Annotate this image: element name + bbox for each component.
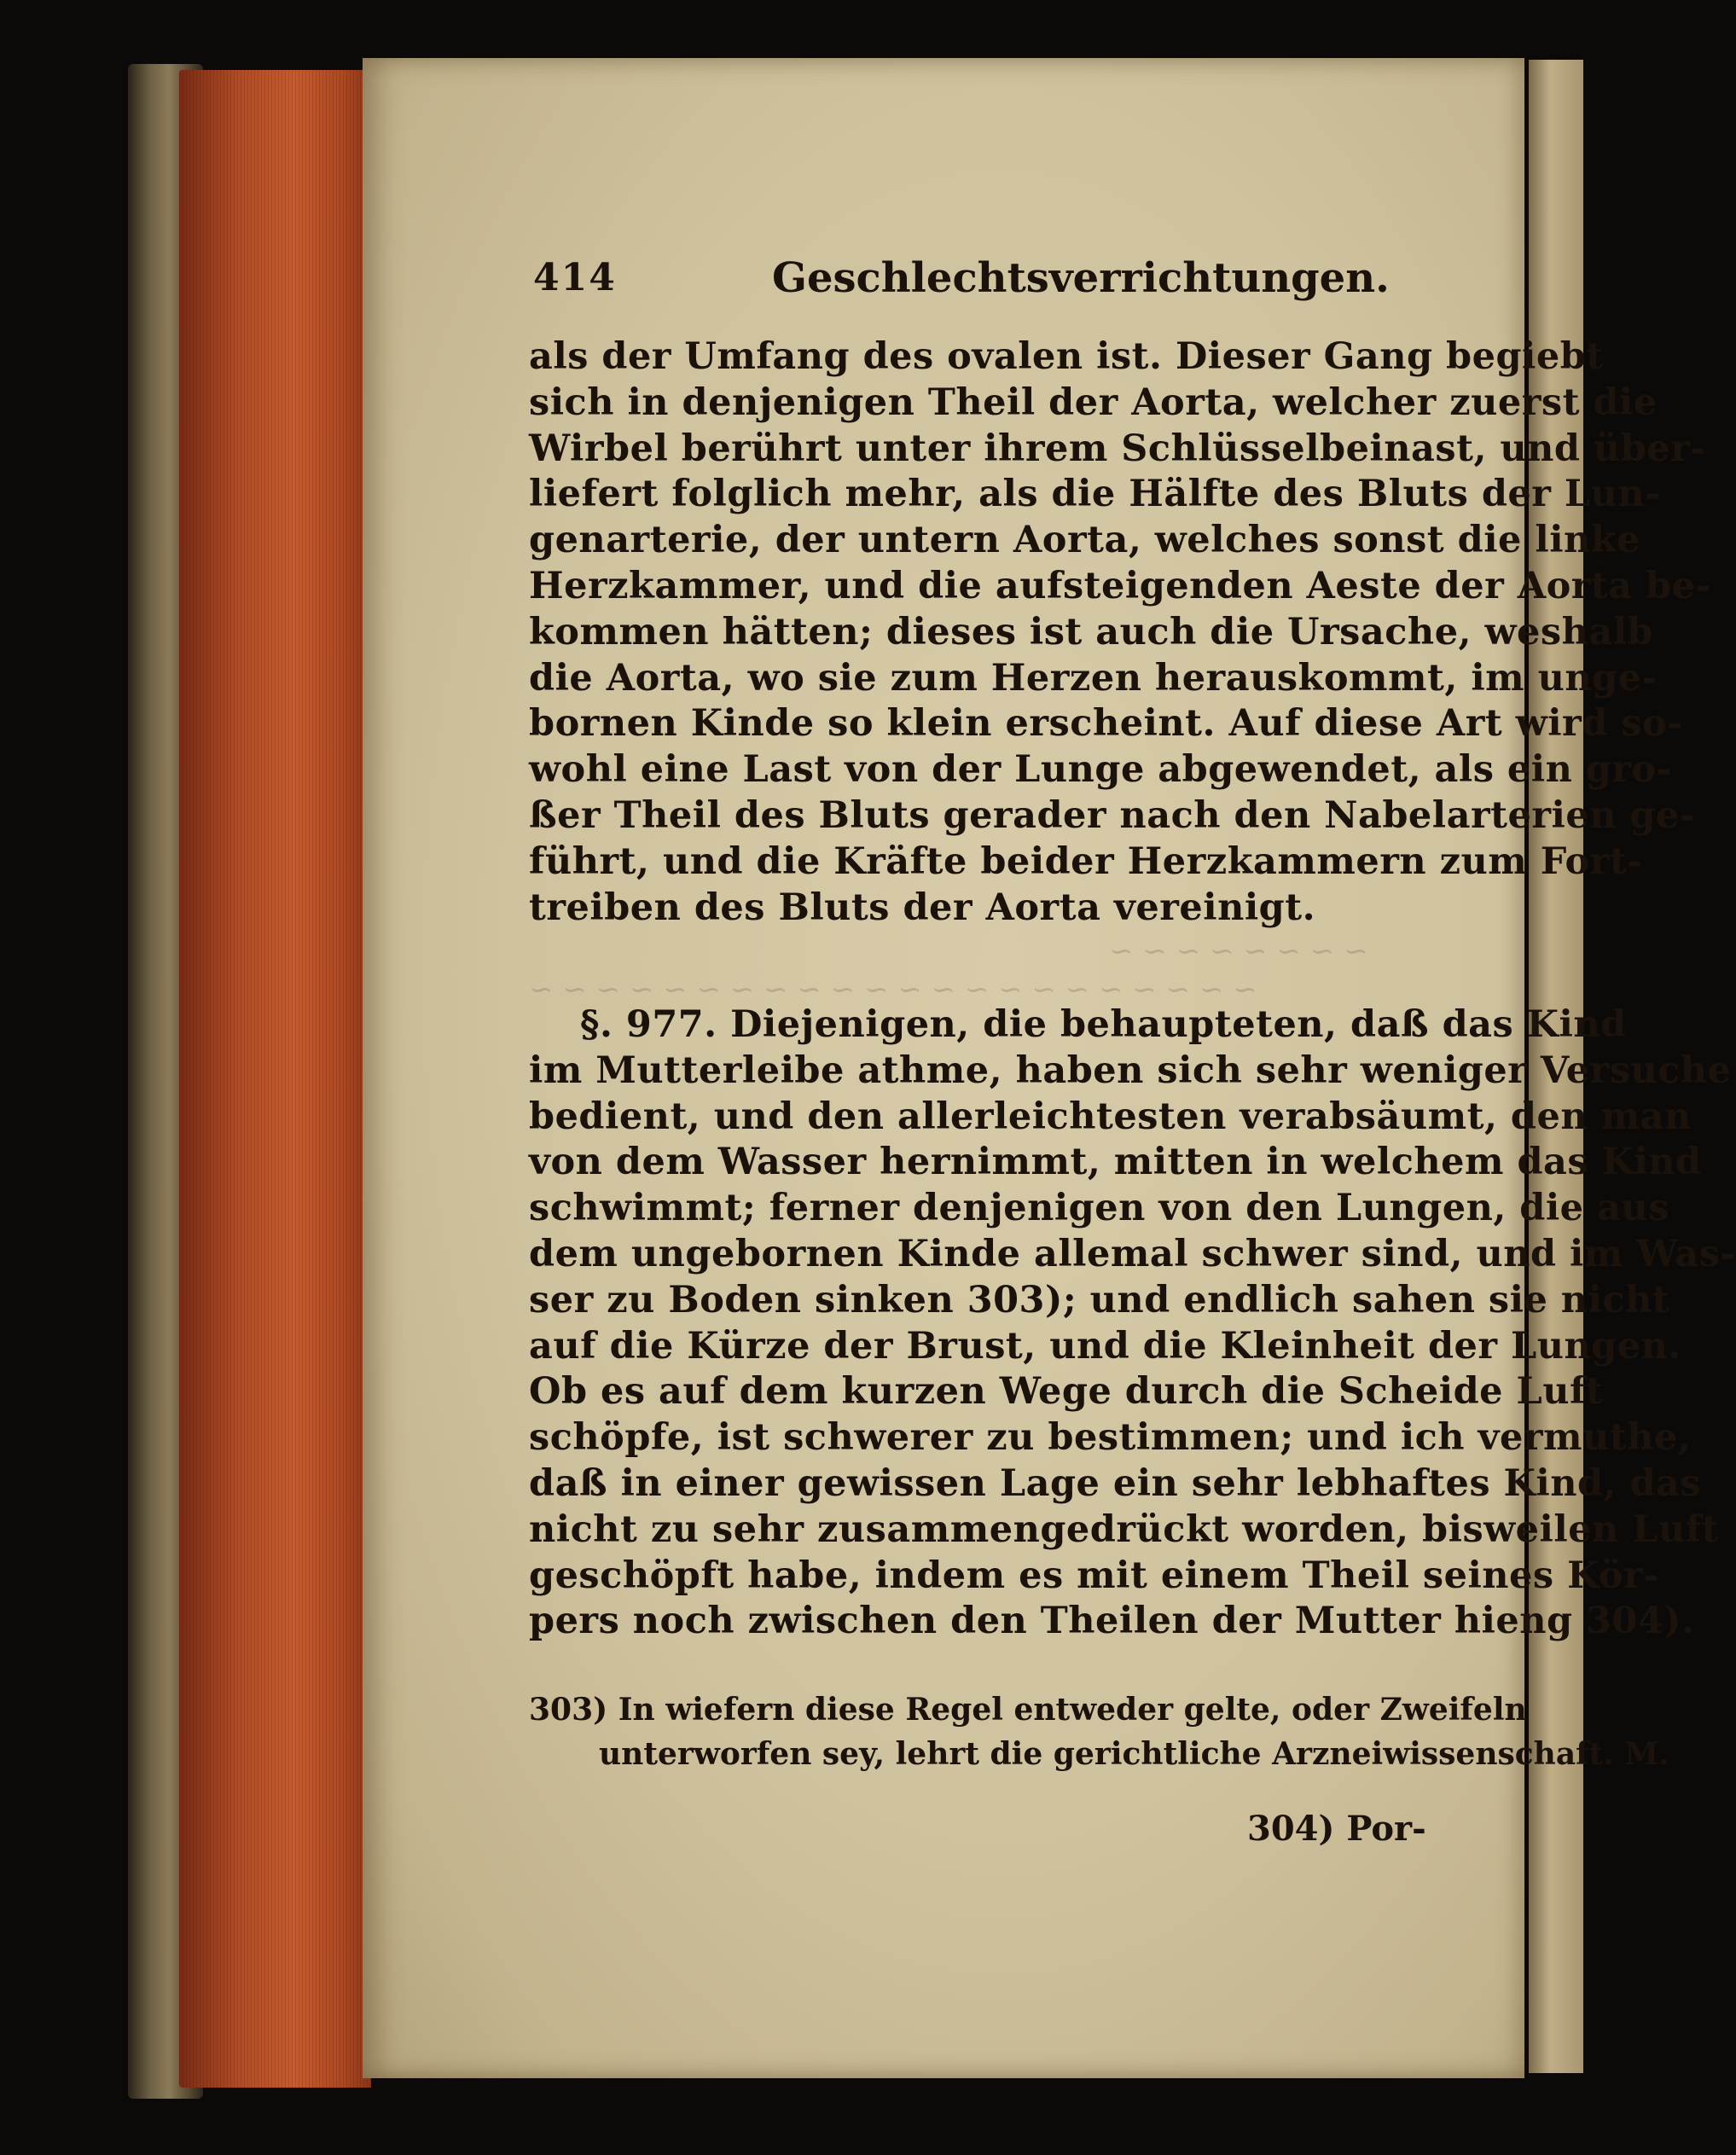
show-through-ghost: ~ ~ ~ ~ ~ ~ ~ ~ [1109,934,1368,968]
text-line: ser zu Boden sinken 303); und endlich sahen sie nicht [529,1278,1670,1321]
text-line: von dem Wasser hernimmt, mitten in welchem das Kind [529,1141,1702,1184]
text-line: sich in denjenigen Theil der Aorta, welcher zuerst die [529,380,1658,424]
text-line: schwimmt; ferner denjenigen von den Lungen, die aus [529,1187,1669,1230]
paragraph-977 [529,1002,1736,1645]
text-line: daß in einer gewissen Lage ein sehr lebhaftes Kind, das [529,1461,1702,1505]
text-line: Wirbel berührt unter ihrem Schlüsselbeinast, und über- [529,427,1706,470]
text-line: liefert folglich mehr, als die Hälfte des Bluts der Lun- [529,473,1661,516]
page-edges [179,70,371,2088]
text-line: wohl eine Last von der Lunge abgewendet, als ein gro- [529,748,1673,792]
text-line: §. 977. Diejenigen, die behaupteten, daß das Kind [580,1003,1627,1046]
text-line: pers noch zwischen den Theilen der Mutter hieng 304). [529,1600,1695,1643]
running-title: Geschlechtsverrichtungen. [772,254,1390,302]
text-line: bedient, und den allerleichtesten verabsäumt, den man [529,1095,1692,1138]
text-line: bornen Kinde so klein erscheint. Auf diese Art wird so- [529,702,1683,746]
footnote-line: 303) In wiefern diese Regel entweder gelte, oder Zweifeln [529,1692,1527,1728]
text-line: führt, und die Kräfte beider Herzkammern zum Fort- [529,839,1643,883]
text-line: Ob es auf dem kurzen Wege durch die Scheide Luft [529,1370,1604,1414]
text-line: die Aorta, wo sie zum Herzen herauskommt, im unge- [529,656,1658,700]
text-line: dem ungebornen Kinde allemal schwer sind, und im Was- [529,1232,1736,1275]
show-through-ghost: ~ ~ ~ ~ ~ ~ ~ ~ ~ ~ ~ ~ ~ ~ ~ ~ ~ ~ ~ ~ ~ ~ [529,973,1257,1007]
text-line: ßer Theil des Bluts gerader nach den Nabelarterien ge- [529,793,1696,837]
page-number: 414 [533,256,617,299]
text-line: auf die Kürze der Brust, und die Kleinheit der Lungen. [529,1324,1681,1368]
footnote-line: unterworfen sey, lehrt die gerichtliche Arzneiwissenschaft. M. [599,1736,1669,1772]
text-line: treiben des Bluts der Aorta vereinigt. [529,886,1316,929]
text-line: Herzkammer, und die aufsteigenden Aeste der Aorta be- [529,564,1711,607]
text-line: als der Umfang des ovalen ist. Dieser Gang begiebt [529,335,1604,378]
catchword: 304) Por- [1247,1809,1426,1849]
text-line: kommen hätten; dieses ist auch die Ursache, weshalb [529,610,1654,653]
footnote-303 [529,1687,1669,1776]
paragraph-1 [529,334,1711,931]
text-line: schöpfe, ist schwerer zu bestimmen; und ich vermuthe, [529,1416,1692,1460]
text-line: nicht zu sehr zusammengedrückt worden, bisweilen Luft [529,1507,1720,1551]
text-line: geschöpft habe, indem es mit einem Theil seines Kör- [529,1554,1659,1597]
text-line: genarterie, der untern Aorta, welches sonst die linke [529,519,1640,562]
text-line: im Mutterleibe athme, haben sich sehr weniger Versuche [529,1048,1732,1092]
